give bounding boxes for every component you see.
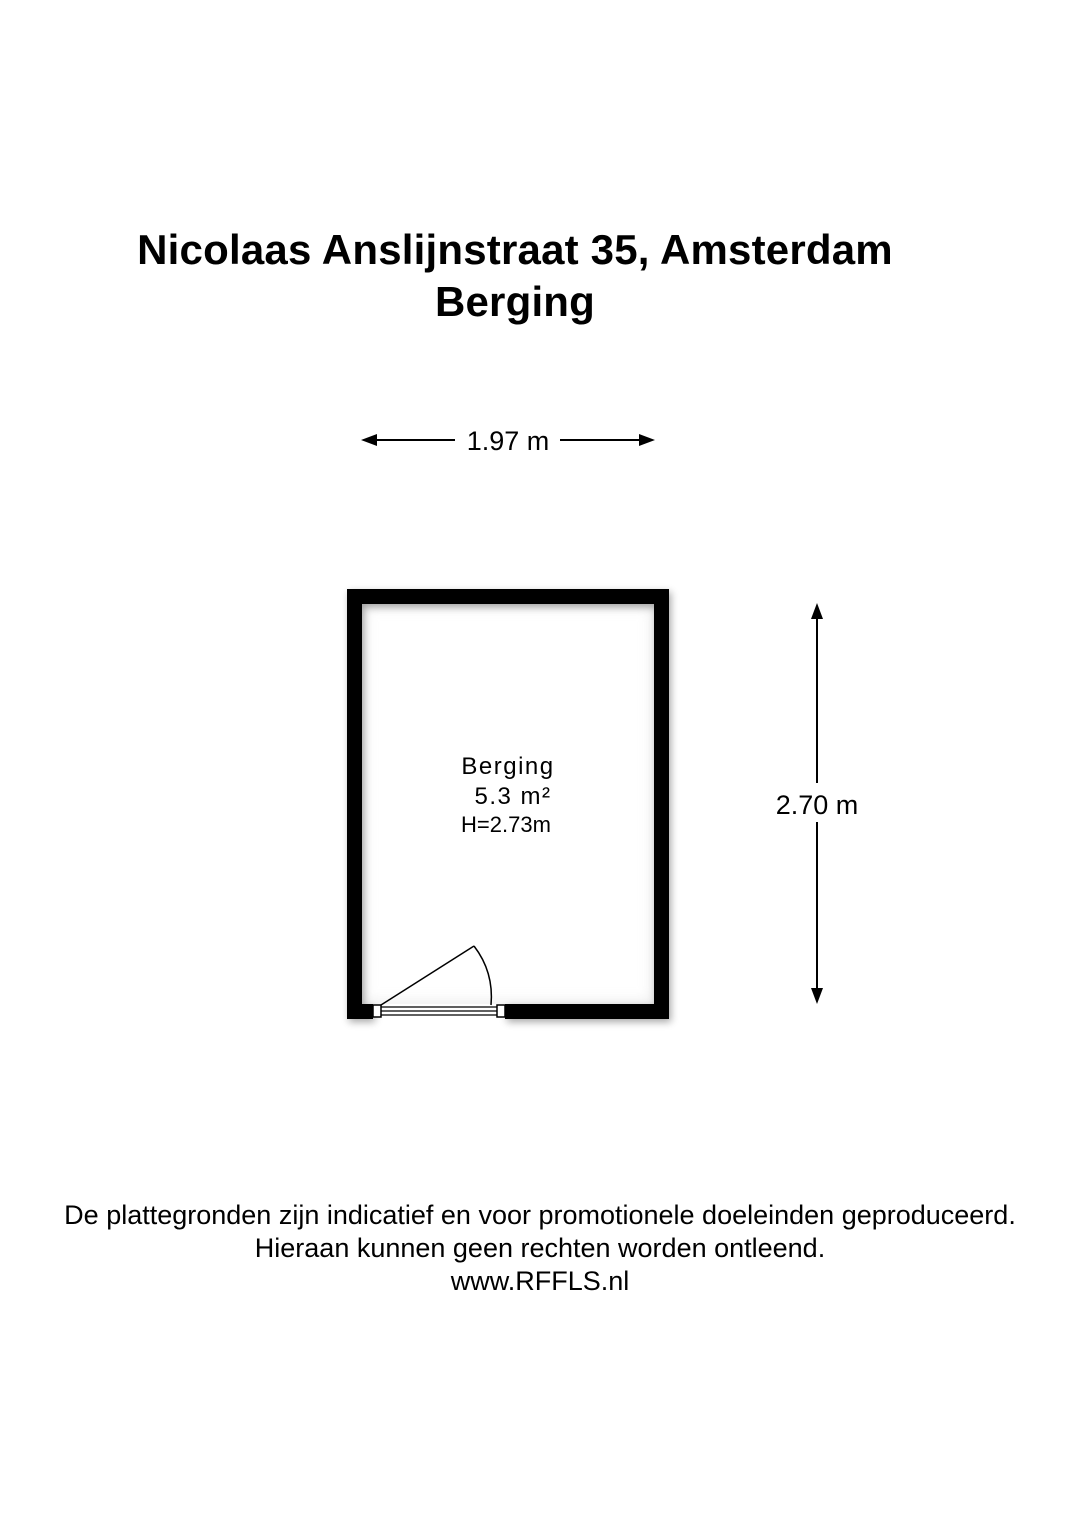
wall-top	[347, 589, 669, 604]
depth-dimension	[776, 603, 859, 1004]
room-height: H=2.73m	[461, 812, 551, 837]
room-name: Berging	[461, 753, 555, 780]
wall-left	[347, 589, 362, 1019]
room-area: 5.3 m²	[474, 783, 552, 810]
door-jamb-left	[373, 1005, 381, 1017]
width-arrowhead-left	[361, 434, 377, 446]
disclaimer-line-2: Hieraan kunnen geen rechten worden ontleend.	[254, 1233, 826, 1263]
width-label: 1.97 m	[466, 426, 550, 456]
disclaimer-line-1: De plattegronden zijn indicatief en voor promotionele doeleinden geproduceerd.	[64, 1200, 1016, 1230]
depth-arrowhead-bottom	[811, 988, 823, 1004]
door-jamb-right	[497, 1005, 505, 1017]
width-arrowhead-right	[639, 434, 655, 446]
floor-title: Berging	[434, 278, 596, 325]
page-title: Nicolaas Anslijnstraat 35, Amsterdam	[137, 226, 893, 273]
wall-bottom-right	[505, 1004, 669, 1019]
depth-label: 2.70 m	[775, 790, 859, 820]
wall-right	[654, 589, 669, 1019]
website-link[interactable]: www.RFFLS.nl	[450, 1266, 630, 1296]
wall-bottom-left	[347, 1004, 373, 1019]
width-dimension	[361, 426, 655, 456]
depth-arrowhead-top	[811, 603, 823, 619]
room-label	[461, 753, 555, 837]
